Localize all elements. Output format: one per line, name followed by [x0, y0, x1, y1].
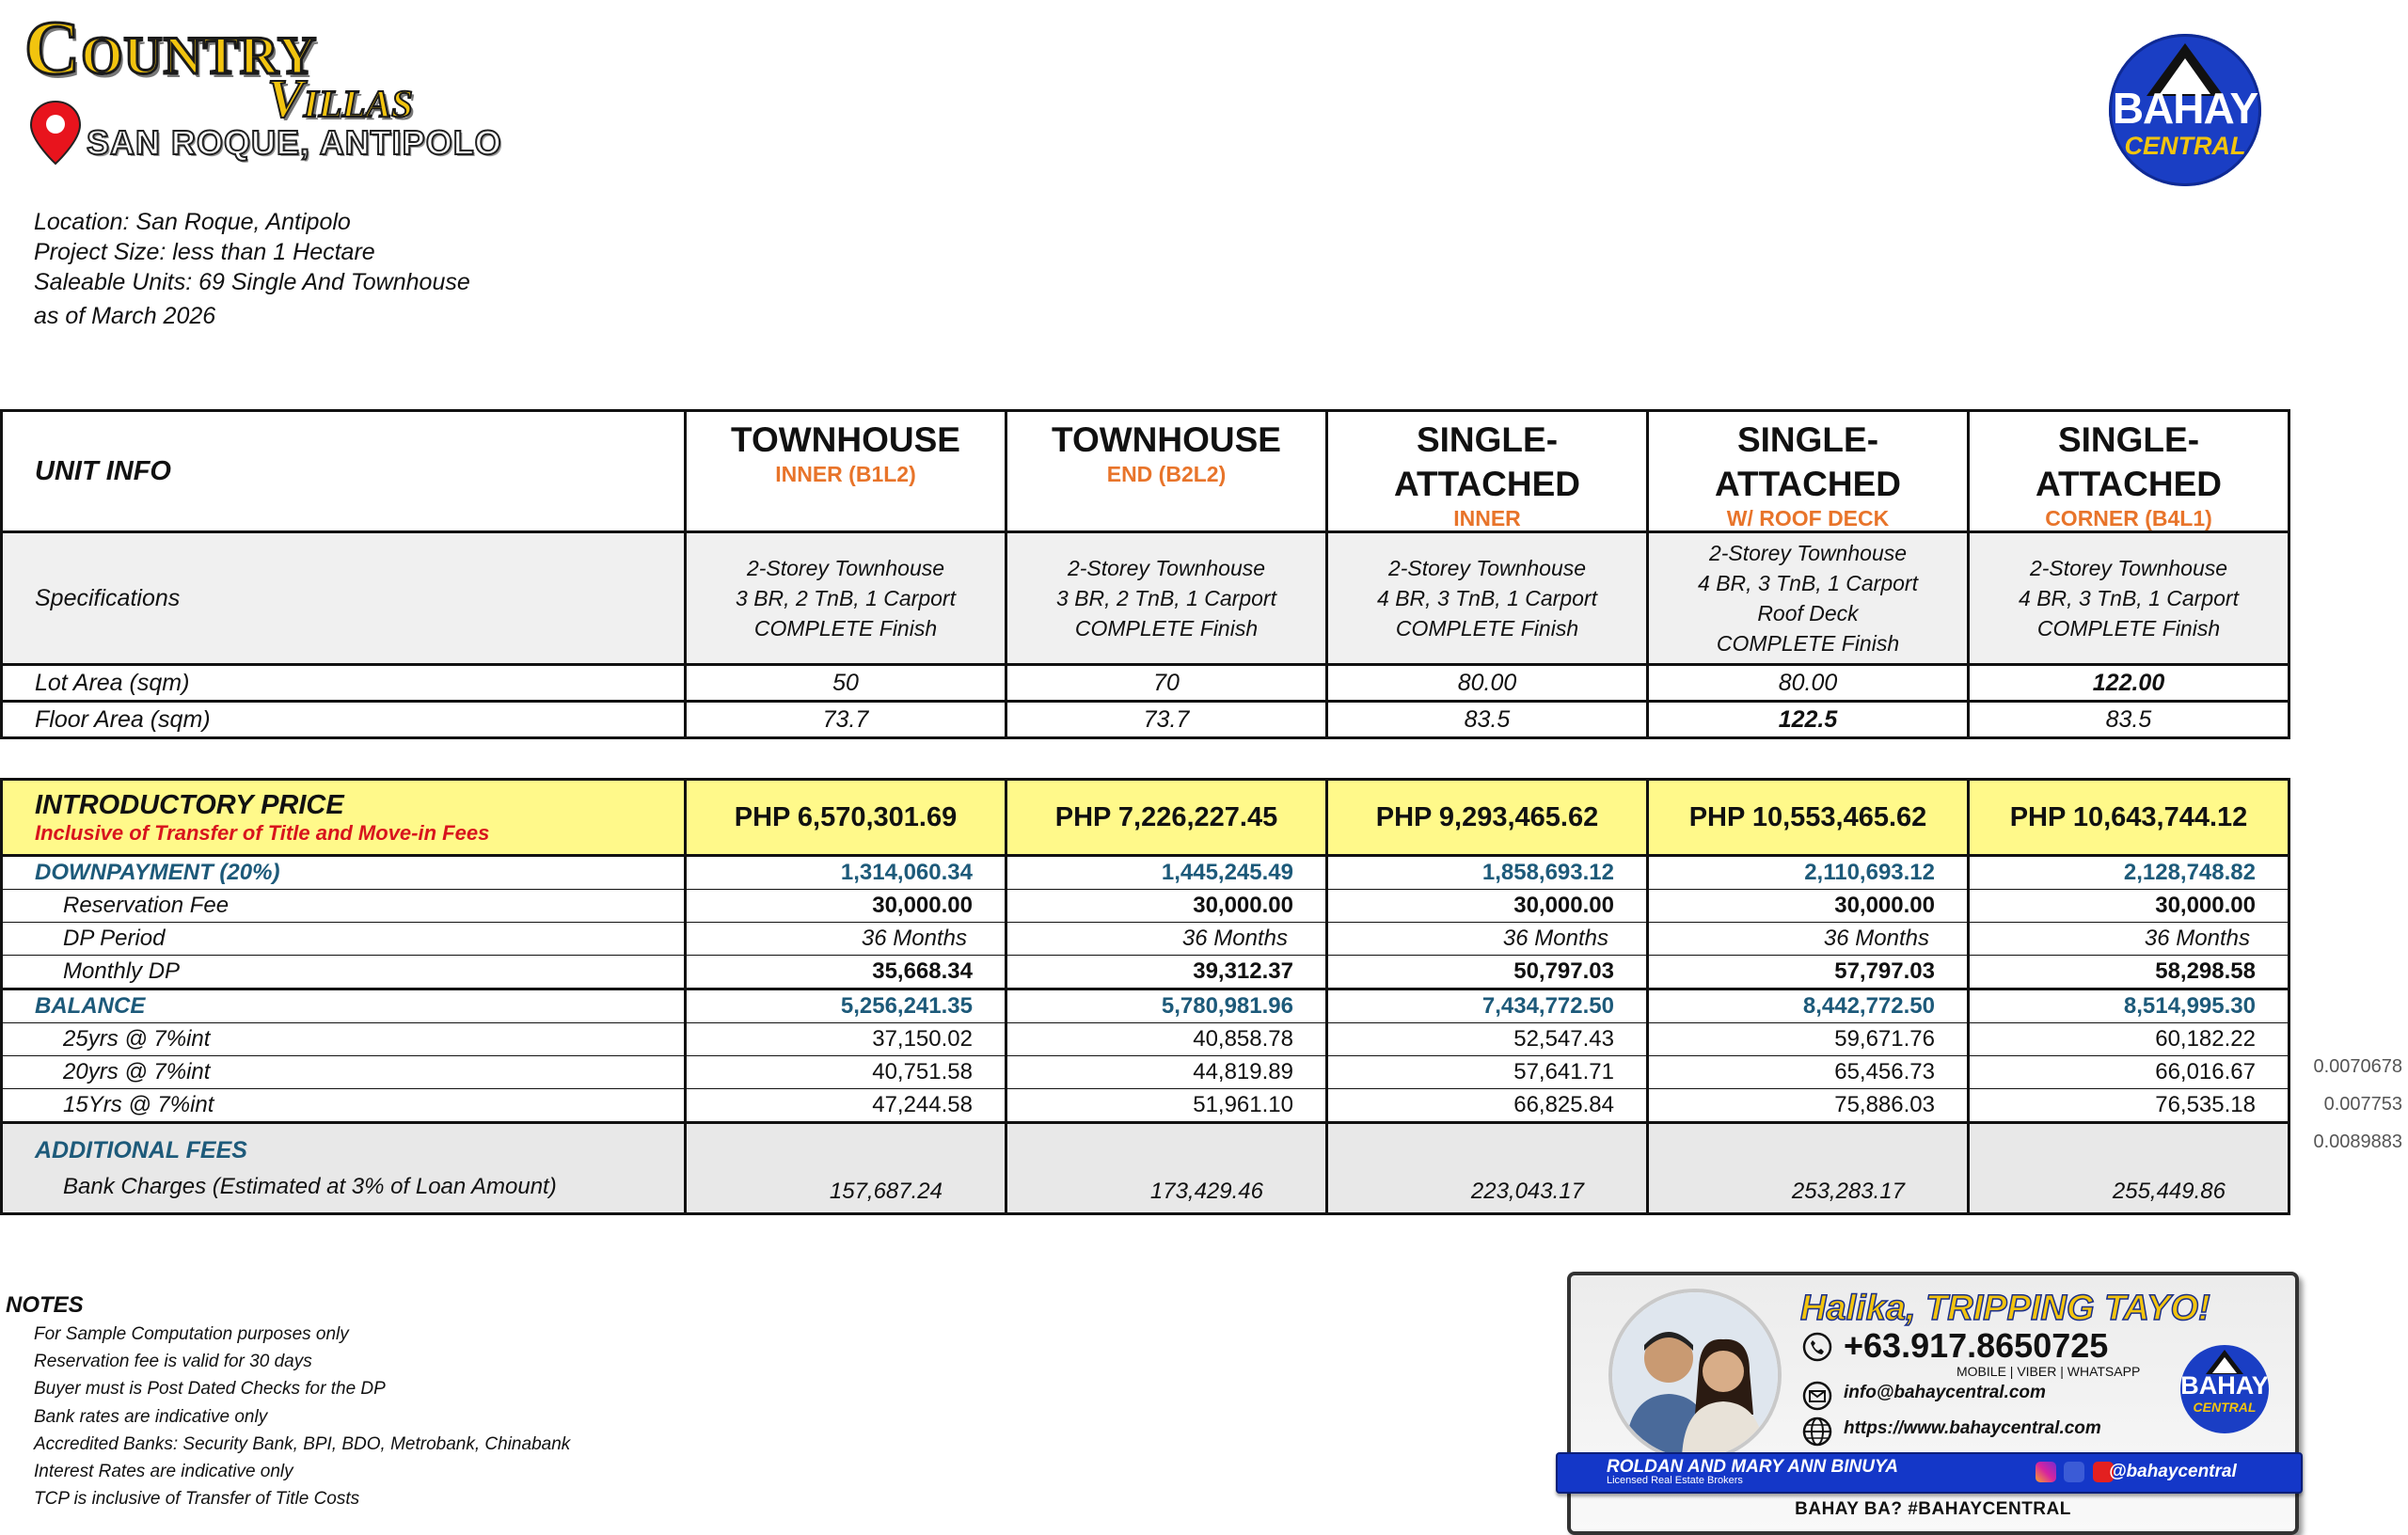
lot-area-label: Lot Area (sqm)	[2, 665, 686, 702]
unit-subtype: INNER	[1453, 506, 1521, 530]
note-item: TCP is inclusive of Transfer of Title Costs	[34, 1489, 360, 1510]
facebook-icon[interactable]	[2064, 1462, 2084, 1482]
agent-phone-note: MOBILE | VIBER | WHATSAPP	[1956, 1364, 2141, 1379]
downpayment-value: 1,314,060.34	[686, 856, 1006, 890]
balance-value: 8,514,995.30	[1969, 989, 2289, 1023]
monthly-dp-value: 58,298.58	[1969, 956, 2289, 989]
intro-price-label: INTRODUCTORY PRICE	[35, 790, 344, 820]
amortization-15yrs-label: 15Yrs @ 7%int	[2, 1089, 686, 1123]
logo-word-villas: Villas	[267, 68, 413, 129]
spec-cell	[1006, 532, 1327, 665]
monthly-dp-label: Monthly DP	[2, 956, 686, 989]
downpayment-label: DOWNPAYMENT (20%)	[2, 856, 686, 890]
amortization-25yrs-value: 40,858.78	[1006, 1023, 1327, 1056]
unit-type: TOWNHOUSE	[731, 420, 960, 459]
spec-line: COMPLETE Finish	[1074, 616, 1259, 641]
unit-header-row	[2, 411, 2289, 532]
mail-icon	[1802, 1381, 1832, 1411]
balance-value: 5,780,981.96	[1006, 989, 1327, 1023]
floor-area-value: 83.5	[1969, 702, 2289, 738]
amortization-20yrs-row	[2, 1056, 2289, 1089]
dp-period-value: 36 Months	[686, 923, 1006, 956]
amortization-25yrs-label: 25yrs @ 7%int	[2, 1023, 686, 1056]
mini-badge-line-1: BAHAY	[2180, 1371, 2269, 1400]
amortization-20yrs-value: 44,819.89	[1006, 1056, 1327, 1089]
reservation-fee-value: 30,000.00	[686, 890, 1006, 923]
specifications-label: Specifications	[2, 532, 686, 665]
phone-icon	[1802, 1332, 1832, 1362]
project-size: Project Size: less than 1 Hectare	[34, 239, 375, 265]
agent-name-band	[1556, 1452, 2303, 1494]
notes-section	[6, 1290, 570, 1512]
amortization-25yrs-row	[2, 1023, 2289, 1056]
lot-area-value: 50	[686, 665, 1006, 702]
notes-title: NOTES	[6, 1292, 84, 1318]
amortization-20yrs-value: 65,456.73	[1648, 1056, 1969, 1089]
spec-line: COMPLETE Finish	[1716, 631, 1900, 656]
spec-line: 2-Storey Townhouse	[1387, 556, 1587, 580]
unit-type: SINGLE-ATTACHED	[1394, 420, 1580, 503]
reservation-fee-value: 30,000.00	[1969, 890, 2289, 923]
amortization-factor: 0.0070678	[2313, 1056, 2402, 1077]
unit-subtype: END (B2L2)	[1106, 462, 1227, 486]
spec-cell	[686, 532, 1006, 665]
floor-area-label: Floor Area (sqm)	[2, 702, 686, 738]
monthly-dp-value: 57,797.03	[1648, 956, 1969, 989]
price-table	[0, 778, 2290, 1215]
downpayment-row	[2, 856, 2289, 890]
intro-price-value: PHP 10,553,465.62	[1648, 780, 1969, 856]
agent-website[interactable]: https://www.bahaycentral.com	[1844, 1418, 2101, 1438]
lot-area-value: 80.00	[1648, 665, 1969, 702]
amortization-15yrs-value: 51,961.10	[1006, 1089, 1327, 1123]
amortization-25yrs-value: 37,150.02	[686, 1023, 1006, 1056]
bank-charges-value: 255,449.86	[1969, 1123, 2289, 1214]
unit-column-header	[686, 411, 1006, 532]
social-icons	[2036, 1462, 2117, 1484]
mini-badge-line-2: CENTRAL	[2193, 1400, 2257, 1415]
spec-line: COMPLETE Finish	[753, 616, 938, 641]
spec-line: Roof Deck	[1757, 601, 1859, 625]
amortization-25yrs-value: 60,182.22	[1969, 1023, 2289, 1056]
balance-value: 8,442,772.50	[1648, 989, 1969, 1023]
monthly-dp-value: 50,797.03	[1327, 956, 1648, 989]
unit-subtype: W/ ROOF DECK	[1726, 506, 1890, 530]
amortization-factor: 0.0089883	[2313, 1131, 2402, 1152]
additional-fees-label-cell	[2, 1123, 686, 1214]
balance-value: 5,256,241.35	[686, 989, 1006, 1023]
amortization-20yrs-value: 40,751.58	[686, 1056, 1006, 1089]
bank-charges-value: 223,043.17	[1327, 1123, 1648, 1214]
additional-fees-row	[2, 1123, 2289, 1214]
agent-photo-illustration	[1612, 1292, 1778, 1458]
amortization-15yrs-value: 76,535.18	[1969, 1089, 2289, 1123]
downpayment-value: 1,445,245.49	[1006, 856, 1327, 890]
intro-price-note: Inclusive of Transfer of Title and Move-in Fees	[35, 821, 490, 845]
spec-line: 2-Storey Townhouse	[1067, 556, 1266, 580]
amortization-15yrs-row	[2, 1089, 2289, 1123]
balance-value: 7,434,772.50	[1327, 989, 1648, 1023]
spec-line: 4 BR, 3 TnB, 1 Carport	[1377, 586, 1597, 610]
intro-price-value: PHP 7,226,227.45	[1006, 780, 1327, 856]
agent-tagline: Halika, TRIPPING TAYO!	[1800, 1289, 2210, 1328]
monthly-dp-value: 39,312.37	[1006, 956, 1327, 989]
monthly-dp-value: 35,668.34	[686, 956, 1006, 989]
reservation-fee-value: 30,000.00	[1648, 890, 1969, 923]
amortization-factor: 0.007753	[2323, 1094, 2402, 1115]
agent-social-handle[interactable]: @bahaycentral	[2109, 1462, 2237, 1481]
project-location: Location: San Roque, Antipolo	[34, 209, 351, 235]
amortization-15yrs-value: 66,825.84	[1327, 1089, 1648, 1123]
dp-period-value: 36 Months	[1327, 923, 1648, 956]
agent-contact-card	[1567, 1272, 2299, 1535]
spec-line: 3 BR, 2 TnB, 1 Carport	[736, 586, 956, 610]
spec-line: COMPLETE Finish	[2036, 616, 2221, 641]
dp-period-value: 36 Months	[1648, 923, 1969, 956]
project-info	[34, 207, 470, 331]
unit-column-header	[1648, 411, 1969, 532]
note-item: Accredited Banks: Security Bank, BPI, BDO, Metrobank, Chinabank	[34, 1433, 571, 1454]
amortization-20yrs-value: 57,641.71	[1327, 1056, 1648, 1089]
lot-area-value: 70	[1006, 665, 1327, 702]
dp-period-value: 36 Months	[1969, 923, 2289, 956]
lot-area-value: 122.00	[1969, 665, 2289, 702]
map-pin-icon	[28, 100, 83, 166]
balance-label: BALANCE	[2, 989, 686, 1023]
floor-area-value: 122.5	[1648, 702, 1969, 738]
note-item: Buyer must is Post Dated Checks for the DP	[34, 1379, 386, 1400]
unit-type: TOWNHOUSE	[1052, 420, 1281, 459]
floor-area-value: 73.7	[1006, 702, 1327, 738]
bahay-central-mini-logo	[2180, 1345, 2269, 1433]
agent-photo	[1608, 1289, 1782, 1462]
unit-info-table	[0, 409, 2290, 739]
bank-charges-value: 173,429.46	[1006, 1123, 1327, 1214]
amortization-20yrs-label: 20yrs @ 7%int	[2, 1056, 686, 1089]
intro-price-value: PHP 6,570,301.69	[686, 780, 1006, 856]
spec-line: 4 BR, 3 TnB, 1 Carport	[1698, 571, 1918, 595]
instagram-icon[interactable]	[2036, 1462, 2056, 1482]
agent-phone[interactable]: +63.917.8650725	[1844, 1326, 2109, 1365]
agent-email[interactable]: info@bahaycentral.com	[1844, 1383, 2046, 1402]
dp-period-row	[2, 923, 2289, 956]
amortization-15yrs-value: 47,244.58	[686, 1089, 1006, 1123]
globe-icon	[1802, 1416, 1832, 1447]
brand-line-1: BAHAY	[2112, 84, 2258, 133]
agent-name: ROLDAN AND MARY ANN BINUYA	[1607, 1457, 1898, 1477]
spec-line: 2-Storey Townhouse	[2029, 556, 2228, 580]
brand-line-2: CENTRAL	[2124, 132, 2246, 160]
unit-subtype: CORNER (B4L1)	[2045, 506, 2212, 530]
bank-charges-value: 253,283.17	[1648, 1123, 1969, 1214]
amortization-20yrs-value: 66,016.67	[1969, 1056, 2289, 1089]
unit-type: SINGLE-ATTACHED	[1715, 420, 1901, 503]
amortization-15yrs-value: 75,886.03	[1648, 1089, 1969, 1123]
additional-fees-label: ADDITIONAL FEES	[35, 1136, 247, 1163]
bank-charges-value: 157,687.24	[686, 1123, 1006, 1214]
lot-area-row	[2, 665, 2289, 702]
reservation-fee-value: 30,000.00	[1006, 890, 1327, 923]
spec-line: 2-Storey Townhouse	[1708, 541, 1908, 565]
spec-line: COMPLETE Finish	[1395, 616, 1579, 641]
note-item: For Sample Computation purposes only	[34, 1324, 349, 1344]
agent-footer-hashtag: BAHAY BA? #BAHAYCENTRAL	[1795, 1499, 2071, 1519]
spec-cell	[1969, 532, 2289, 665]
dp-period-label: DP Period	[2, 923, 686, 956]
note-item: Interest Rates are indicative only	[34, 1462, 293, 1482]
unit-info-label: UNIT INFO	[2, 411, 686, 532]
spec-cell	[1327, 532, 1648, 665]
spec-line: 2-Storey Townhouse	[746, 556, 945, 580]
downpayment-value: 1,858,693.12	[1327, 856, 1648, 890]
unit-subtype: INNER (B1L2)	[775, 462, 916, 486]
country-villas-logo	[24, 5, 532, 169]
unit-type: SINGLE-ATTACHED	[2036, 420, 2222, 503]
spec-line: 4 BR, 3 TnB, 1 Carport	[2019, 586, 2239, 610]
intro-price-label-cell	[2, 780, 686, 856]
amortization-25yrs-value: 52,547.43	[1327, 1023, 1648, 1056]
reservation-fee-value: 30,000.00	[1327, 890, 1648, 923]
intro-price-value: PHP 9,293,465.62	[1327, 780, 1648, 856]
amortization-25yrs-value: 59,671.76	[1648, 1023, 1969, 1056]
dp-period-value: 36 Months	[1006, 923, 1327, 956]
specifications-row	[2, 532, 2289, 665]
balance-row	[2, 989, 2289, 1023]
logo-word-country: Country	[24, 5, 318, 90]
reservation-fee-row	[2, 890, 2289, 923]
unit-column-header	[1006, 411, 1327, 532]
monthly-dp-row	[2, 956, 2289, 989]
logo-location: SAN ROQUE, ANTIPOLO	[87, 123, 502, 162]
project-units: Saleable Units: 69 Single And Townhouse	[34, 269, 470, 295]
unit-column-header	[1327, 411, 1648, 532]
floor-area-value: 83.5	[1327, 702, 1648, 738]
note-item: Bank rates are indicative only	[34, 1406, 268, 1427]
spec-cell	[1648, 532, 1969, 665]
bahay-central-logo	[2109, 34, 2261, 186]
intro-price-value: PHP 10,643,744.12	[1969, 780, 2289, 856]
introductory-price-row	[2, 780, 2289, 856]
unit-column-header	[1969, 411, 2289, 532]
floor-area-value: 73.7	[686, 702, 1006, 738]
spec-line: 3 BR, 2 TnB, 1 Carport	[1056, 586, 1276, 610]
floor-area-row	[2, 702, 2289, 738]
bank-charges-label: Bank Charges (Estimated at 3% of Loan Amount)	[63, 1173, 557, 1199]
reservation-fee-label: Reservation Fee	[2, 890, 686, 923]
project-date: as of March 2026	[34, 303, 216, 329]
note-item: Reservation fee is valid for 30 days	[34, 1352, 312, 1372]
downpayment-value: 2,128,748.82	[1969, 856, 2289, 890]
lot-area-value: 80.00	[1327, 665, 1648, 702]
downpayment-value: 2,110,693.12	[1648, 856, 1969, 890]
agent-license: Licensed Real Estate Brokers	[1607, 1475, 1743, 1486]
